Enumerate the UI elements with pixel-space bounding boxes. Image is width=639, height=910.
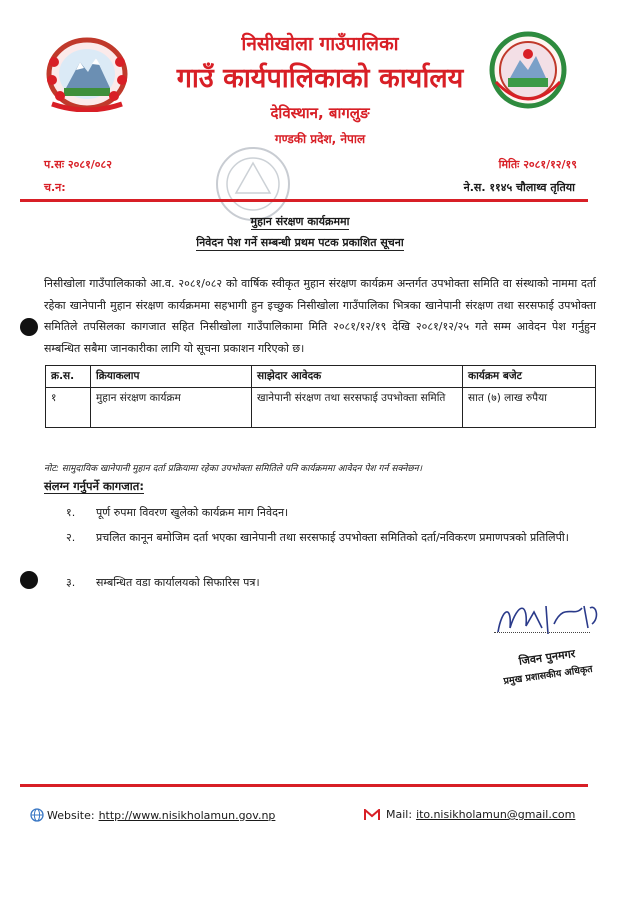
nepal-emblem-logo [42,32,132,112]
column-header: कार्यक्रम बजेट [463,366,596,388]
letter-date: मितिः २०८१/१२/१९ [498,158,577,171]
table-cell: सात (७) लाख रुपैया [463,388,596,428]
list-item-number: १. [66,506,76,519]
header-line-address: देविस्थान, बागलुङ [270,104,370,122]
mail-icon [364,809,380,821]
punch-hole-mark [20,318,38,336]
letter-ref-number: प.सः २०८१/०८२ [44,158,112,171]
table-header-row [46,366,596,388]
header-line-office: गाउँ कार्यपालिकाको कार्यालय [176,63,464,94]
subject-line-2: निवेदन पेश गर्ने सम्बन्धी प्रथम पटक प्रकाशित सूचना [196,236,404,249]
signatory-title: प्रमुख प्रशासकीय अधिकृत [502,663,594,688]
footer-divider [20,784,588,787]
list-item [66,502,596,523]
signatory-name: जिवन पुनमगर [518,647,576,668]
list-item-text: प्रचलित कानून बमोजिम दर्ता भएका खानेपानी तथा सरसफाई उपभोक्ता समितिको दर्ता/नविकरण प्रमाणपत्रको प्रतिलिपी। [96,531,569,544]
footer-website [30,808,275,822]
table-cell: १ [46,388,91,428]
header-line-municipality: निसीखोला गाउँपालिका [241,33,399,55]
table-cell: खानेपानी संरक्षण तथा सरसफाई उपभोक्ता समिति [252,388,463,428]
signature-line [494,632,590,633]
website-link[interactable]: http://www.nisikholamun.gov.np [98,808,276,822]
list-item-number: २. [66,531,76,544]
list-item [66,527,596,548]
header-divider [20,199,588,202]
website-label: Website: [47,808,95,822]
table-row [46,388,596,428]
list-item-number: ३. [66,576,76,589]
notice-body: निसीखोला गाउँपालिकाको आ.व. २०८१/०८२ को वार्षिक स्वीकृत मुहान संरक्षण कार्यक्रम अन्तर्गत उपभोक्ता समिति वा संस्थाको नाममा दर्ता रहेका खानेपानी मुहान संरक्षण कार्यक्रममा सहभागी हुन इच्छुक निसीखोला गाउँपालिका भित्रका खानेपानी संरक्षण तथा सरसफाई उपभोक्ता समितिले तपसिलका कागजात सहित निसीखोला गाउँपालिकामा मिति २०८१/१२/१९ देखि २०८१/१२/२५ गते सम्म आवेदन पेश गर्नुहुन सम्बन्धित सबैमा जानकारीका लागि यो सूचना प्रकाशन गरिएको छ। [44,277,596,355]
municipality-logo [488,30,568,110]
subject-line-1: मुहान संरक्षण कार्यक्रममा [250,215,350,228]
column-header: साझेदार आवेदक [252,366,463,388]
list-item-text: सम्बन्धित वडा कार्यालयको सिफारिस पत्र। [96,576,260,589]
nepal-sambat-date: ने.स. ११४५ चौलाथ्व तृतिया [463,181,575,194]
footer-mail [364,808,575,821]
note-text: नोट: सामुदायिक खानेपानी मुहान दर्ता प्रक्रियामा रहेका उपभोक्ता समितिले पनि कार्यक्रममा आवेदन पेश गर्न सक्नेछन। [44,464,423,474]
dispatch-number: च.न: [44,181,66,194]
program-table [45,365,596,428]
office-stamp [212,143,294,225]
column-header: क्रियाकलाप [91,366,252,388]
punch-hole-mark [20,571,38,589]
mail-label: Mail: [386,808,413,821]
table-cell: मुहान संरक्षण कार्यक्रम [91,388,252,428]
list-item [66,572,596,593]
globe-icon [30,808,44,822]
attachments-heading: संलग्न गर्नुपर्ने कागजात: [44,479,144,493]
mail-link[interactable]: ito.nisikholamun@gmail.com [416,808,576,821]
list-item-text: पूर्ण रुपमा विवरण खुलेको कार्यक्रम माग निवेदन। [96,506,289,519]
column-header: क्र.स. [46,366,91,388]
header-line-province: गण्डकी प्रदेश, नेपाल [274,132,366,146]
